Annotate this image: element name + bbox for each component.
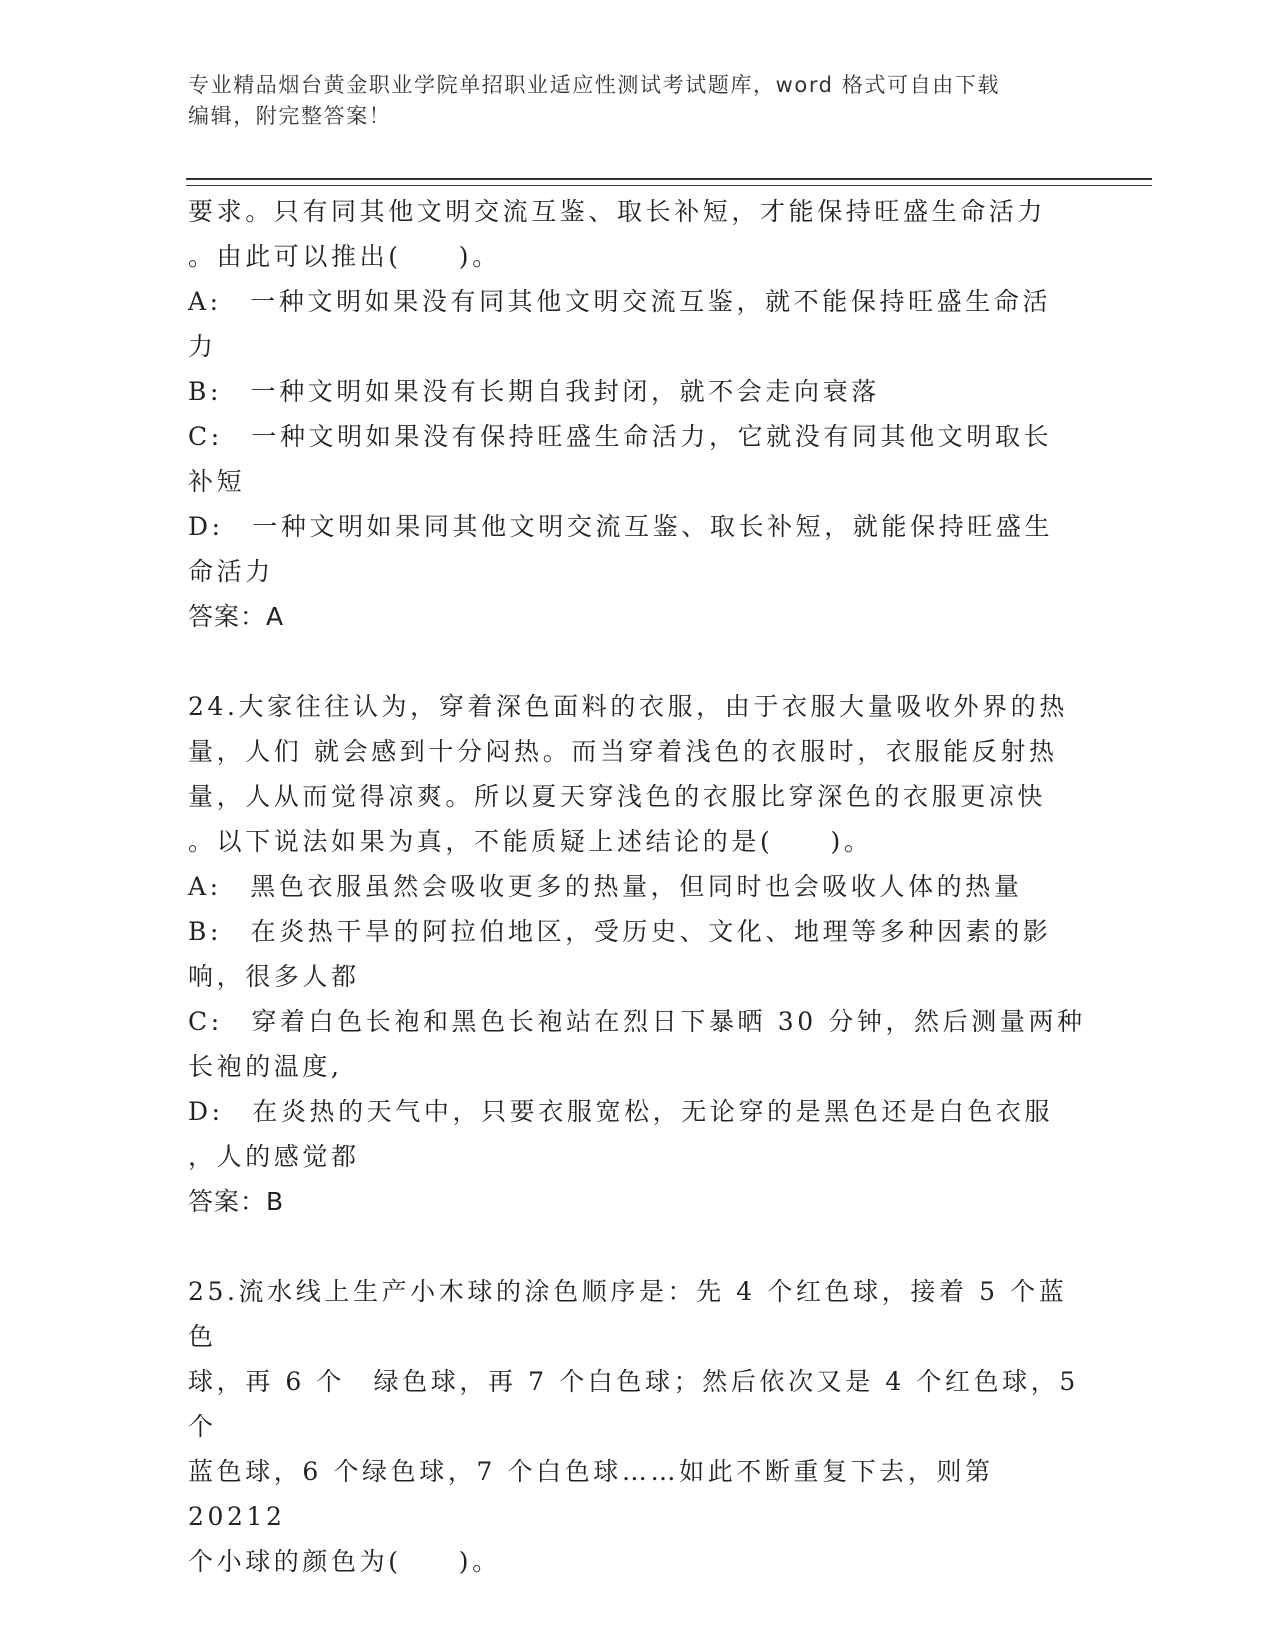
question-23: [188, 189, 1088, 639]
question-25: [188, 1269, 1088, 1584]
document-body: [188, 189, 1088, 1584]
spacer: [188, 639, 1088, 684]
header-line-2: 编辑，附完整答案！: [188, 104, 392, 128]
q24-option-b-line-2: 响，很多人都: [188, 962, 360, 991]
q24-stem-line-4: 。以下说法如果为真，不能质疑上述结论的是( )。: [188, 827, 873, 856]
header-rule-thin: [186, 185, 1152, 186]
q25-stem-line-4: 个小球的颜色为( )。: [188, 1547, 501, 1576]
header-rule-thick: [186, 178, 1152, 180]
q23-option-a-line-2: 力: [188, 332, 217, 361]
q23-option-c-line-1: C: 一种文明如果没有保持旺盛生命活力，它就没有同其他文明取长: [188, 422, 1053, 451]
q24-stem-line-3: 量，人从而觉得凉爽。所以夏天穿浅色的衣服比穿深色的衣服更凉快: [188, 782, 1047, 811]
q24-option-d-line-1: D: 在炎热的天气中，只要衣服宽松，无论穿的是黑色还是白色衣服: [188, 1097, 1054, 1126]
q25-stem-line-2: 球，再 6 个 绿色球，再 7 个白色球；然后依次又是 4 个红色球，5 个: [188, 1367, 1079, 1441]
q23-answer: 答案：A: [188, 602, 285, 631]
q23-stem-line-2: 。由此可以推出( )。: [188, 242, 501, 271]
q23-option-c-line-2: 补短: [188, 467, 246, 496]
q23-option-b-line-1: B: 一种文明如果没有长期自我封闭，就不会走向衰落: [188, 377, 880, 406]
question-24: [188, 684, 1088, 1224]
q23-option-d-line-2: 命活力: [188, 557, 274, 586]
header-line-1: 专业精品烟台黄金职业学院单招职业适应性测试考试题库，word 格式可自由下载: [188, 73, 1001, 97]
q24-option-a-line-1: A: 黑色衣服虽然会吸收更多的热量，但同时也会吸收人体的热量: [188, 872, 1023, 901]
q24-option-d-line-2: ，人的感觉都: [188, 1142, 360, 1171]
q24-option-c-line-1: C: 穿着白色长袍和黑色长袍站在烈日下暴晒 30 分钟，然后测量两种: [188, 1007, 1086, 1036]
q23-option-d-line-1: D: 一种文明如果同其他文明交流互鉴、取长补短，就能保持旺盛生: [188, 512, 1054, 541]
q23-option-a-line-1: A: 一种文明如果没有同其他文明交流互鉴，就不能保持旺盛生命活: [188, 287, 1052, 316]
q25-stem-line-1: 25.流水线上生产小木球的涂色顺序是：先 4 个红色球，接着 5 个蓝色: [188, 1277, 1068, 1351]
q24-option-b-line-1: B: 在炎热干旱的阿拉伯地区，受历史、文化、地理等多种因素的影: [188, 917, 1052, 946]
page-header: [188, 70, 1078, 132]
q24-stem-line-1: 24.大家往往认为，穿着深色面料的衣服，由于衣服大量吸收外界的热: [188, 692, 1068, 721]
spacer: [188, 1224, 1088, 1269]
q23-stem-line-1: 要求。只有同其他文明交流互鉴、取长补短，才能保持旺盛生命活力: [188, 197, 1047, 226]
q24-answer: 答案：B: [188, 1187, 285, 1216]
q24-stem-line-2: 量，人们 就会感到十分闷热。而当穿着浅色的衣服时，衣服能反射热: [188, 737, 1058, 766]
q25-stem-line-3: 蓝色球，6 个绿色球，7 个白色球……如此不断重复下去，则第 20212: [188, 1457, 994, 1531]
q24-option-c-line-2: 长袍的温度,: [188, 1052, 343, 1081]
